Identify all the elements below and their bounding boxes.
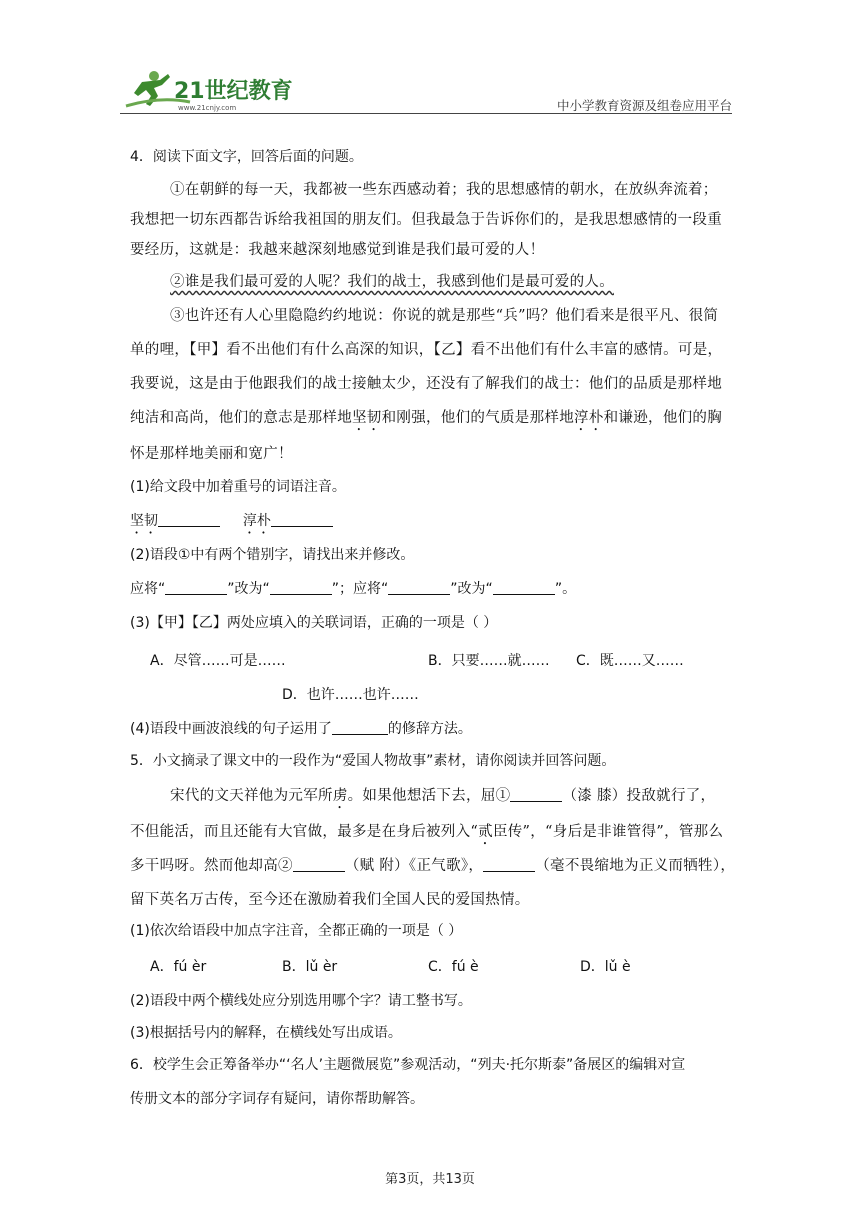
svg-text:www.21cnjy.com: www.21cnjy.com: [178, 104, 237, 112]
q4-p1-line2: 我想把一切东西都告诉给我祖国的朋友们。但我最急于告诉你们的，是我思想感情的一段重: [130, 212, 722, 228]
q4-intro: 4．阅读下面文字，回答后面的问题。: [130, 149, 363, 165]
answer-blank[interactable]: [165, 580, 227, 595]
svg-text:21世纪教育: 21世纪教育: [174, 79, 293, 104]
q5-sub1-text: (1)依次给语段中加点字注音，全都正确的一项是（ ）: [130, 923, 463, 939]
q6-line1: 6．校学生会正筹备举办“‘名人’主题微展览”参观活动，“列夫·托尔斯泰”备展区的编辑对宣: [130, 1057, 686, 1073]
q4-p3-line4: 纯洁和高尚，他们的意志是那样地坚韧和刚强，他们的气质是那样地淳朴和谦逊，他们的胸: [130, 410, 723, 426]
page-header: [120, 66, 732, 114]
q5-option-a[interactable]: A．fú èr: [150, 959, 207, 975]
answer-blank[interactable]: [270, 580, 332, 595]
answer-blank[interactable]: [158, 512, 220, 527]
q5-sub3-text: (3)根据括号内的解释，在横线处写出成语。: [130, 1025, 402, 1041]
q5-intro: 5．小文摘录了课文中的一段作为“爱国人物故事”素材，请你阅读并回答问题。: [130, 753, 616, 769]
q4-sub3-text: (3)【甲】【乙】两处应填入的关联词语，正确的一项是（ ）: [130, 615, 498, 631]
answer-blank[interactable]: [510, 787, 562, 802]
q6-line2: 传册文本的部分字词存有疑问，请你帮助解答。: [130, 1091, 424, 1107]
q4-p1-line1: ①在朝鲜的每一天，我都被一些东西感动着；我的思想感情的朝水，在放纵奔流着；: [170, 182, 718, 198]
q5-option-d[interactable]: D．lǔ è: [580, 959, 631, 975]
answer-blank[interactable]: [293, 857, 345, 872]
q4-option-a[interactable]: A．尽管……可是……: [150, 653, 286, 669]
q4-p3-line1: ③也许还有人心里隐隐约约地说：你说的就是那些“兵”吗？他们看来是很平凡、很简: [170, 308, 719, 324]
q5-p-line1: 宋代的文天祥他为元军所虏。如果他想活下去，屈① （漆 膝）投敌就行了，: [170, 788, 716, 804]
q4-p3-line2: 单的哩，【甲】看不出他们有什么高深的知识，【乙】看不出他们有什么丰富的感情。可是，: [130, 342, 723, 358]
q4-option-d[interactable]: D．也许……也许……: [282, 687, 419, 703]
answer-blank[interactable]: [271, 512, 333, 527]
emphasis-word-1: 坚韧: [352, 410, 382, 426]
q4-sub1-answers: 坚韧 淳朴: [130, 510, 333, 537]
site-logo: [120, 66, 300, 114]
q4-p1-line3: 要经历，这就是：我越来越深刻地感觉到谁是我们最可爱的人！: [130, 242, 545, 258]
page-number: 第3页，共13页: [385, 1172, 475, 1187]
q5-p-line2: 不但能活，而且还能有大官做，最多是在身后被列入“贰臣传”，“身后是非谁管得”，管那么: [130, 824, 724, 840]
q5-p-line4: 留下英名万古传，至今还在激励着我们全国人民的爱国热情。: [130, 892, 530, 908]
q4-p3-line3: 我要说，这是由于他跟我们的战士接触太少，还没有了解我们的战士：他们的品质是那样地: [130, 376, 722, 392]
emphasis-word-2: 淳朴: [574, 410, 604, 426]
q4-option-b[interactable]: B．只要……就……: [428, 653, 550, 669]
q4-p3-line5: 怀是那样地美丽和宽广！: [130, 446, 293, 462]
q5-option-b[interactable]: B．lǔ èr: [282, 959, 338, 975]
q5-p-line3: 多干吗呀。然而他却高② （赋 附）《正气歌》， （毫不畏缩地为正义而牺牲），: [130, 858, 736, 874]
q5-option-c[interactable]: C．fú è: [428, 959, 479, 975]
q4-sub2-answers: 应将“ ”改为“ ”；应将“ ”改为“ ”。: [130, 581, 577, 597]
answer-blank[interactable]: [332, 720, 388, 735]
q4-p2: [170, 270, 614, 291]
answer-blank[interactable]: [483, 857, 535, 872]
header-divider: [120, 113, 732, 114]
platform-name: 中小学教育资源及组卷应用平台: [556, 98, 732, 113]
answer-blank[interactable]: [388, 580, 450, 595]
q4-sub4: (4)语段中画波浪线的句子运用了 的修辞方法。: [130, 721, 472, 737]
wavy-sentence: ②谁是我们最可爱的人呢？我们的战士，我感到他们是最可爱的人。: [170, 274, 614, 290]
answer-blank[interactable]: [493, 580, 555, 595]
q4-sub2-text: (2)语段①中有两个错别字，请找出来并修改。: [130, 547, 415, 563]
q5-sub2-text: (2)语段中两个横线处应分别选用哪个字？请工整书写。: [130, 993, 472, 1009]
q4-option-c[interactable]: C．既……又……: [576, 653, 684, 669]
q4-sub1-text: (1)给文段中加着重号的词语注音。: [130, 479, 346, 495]
